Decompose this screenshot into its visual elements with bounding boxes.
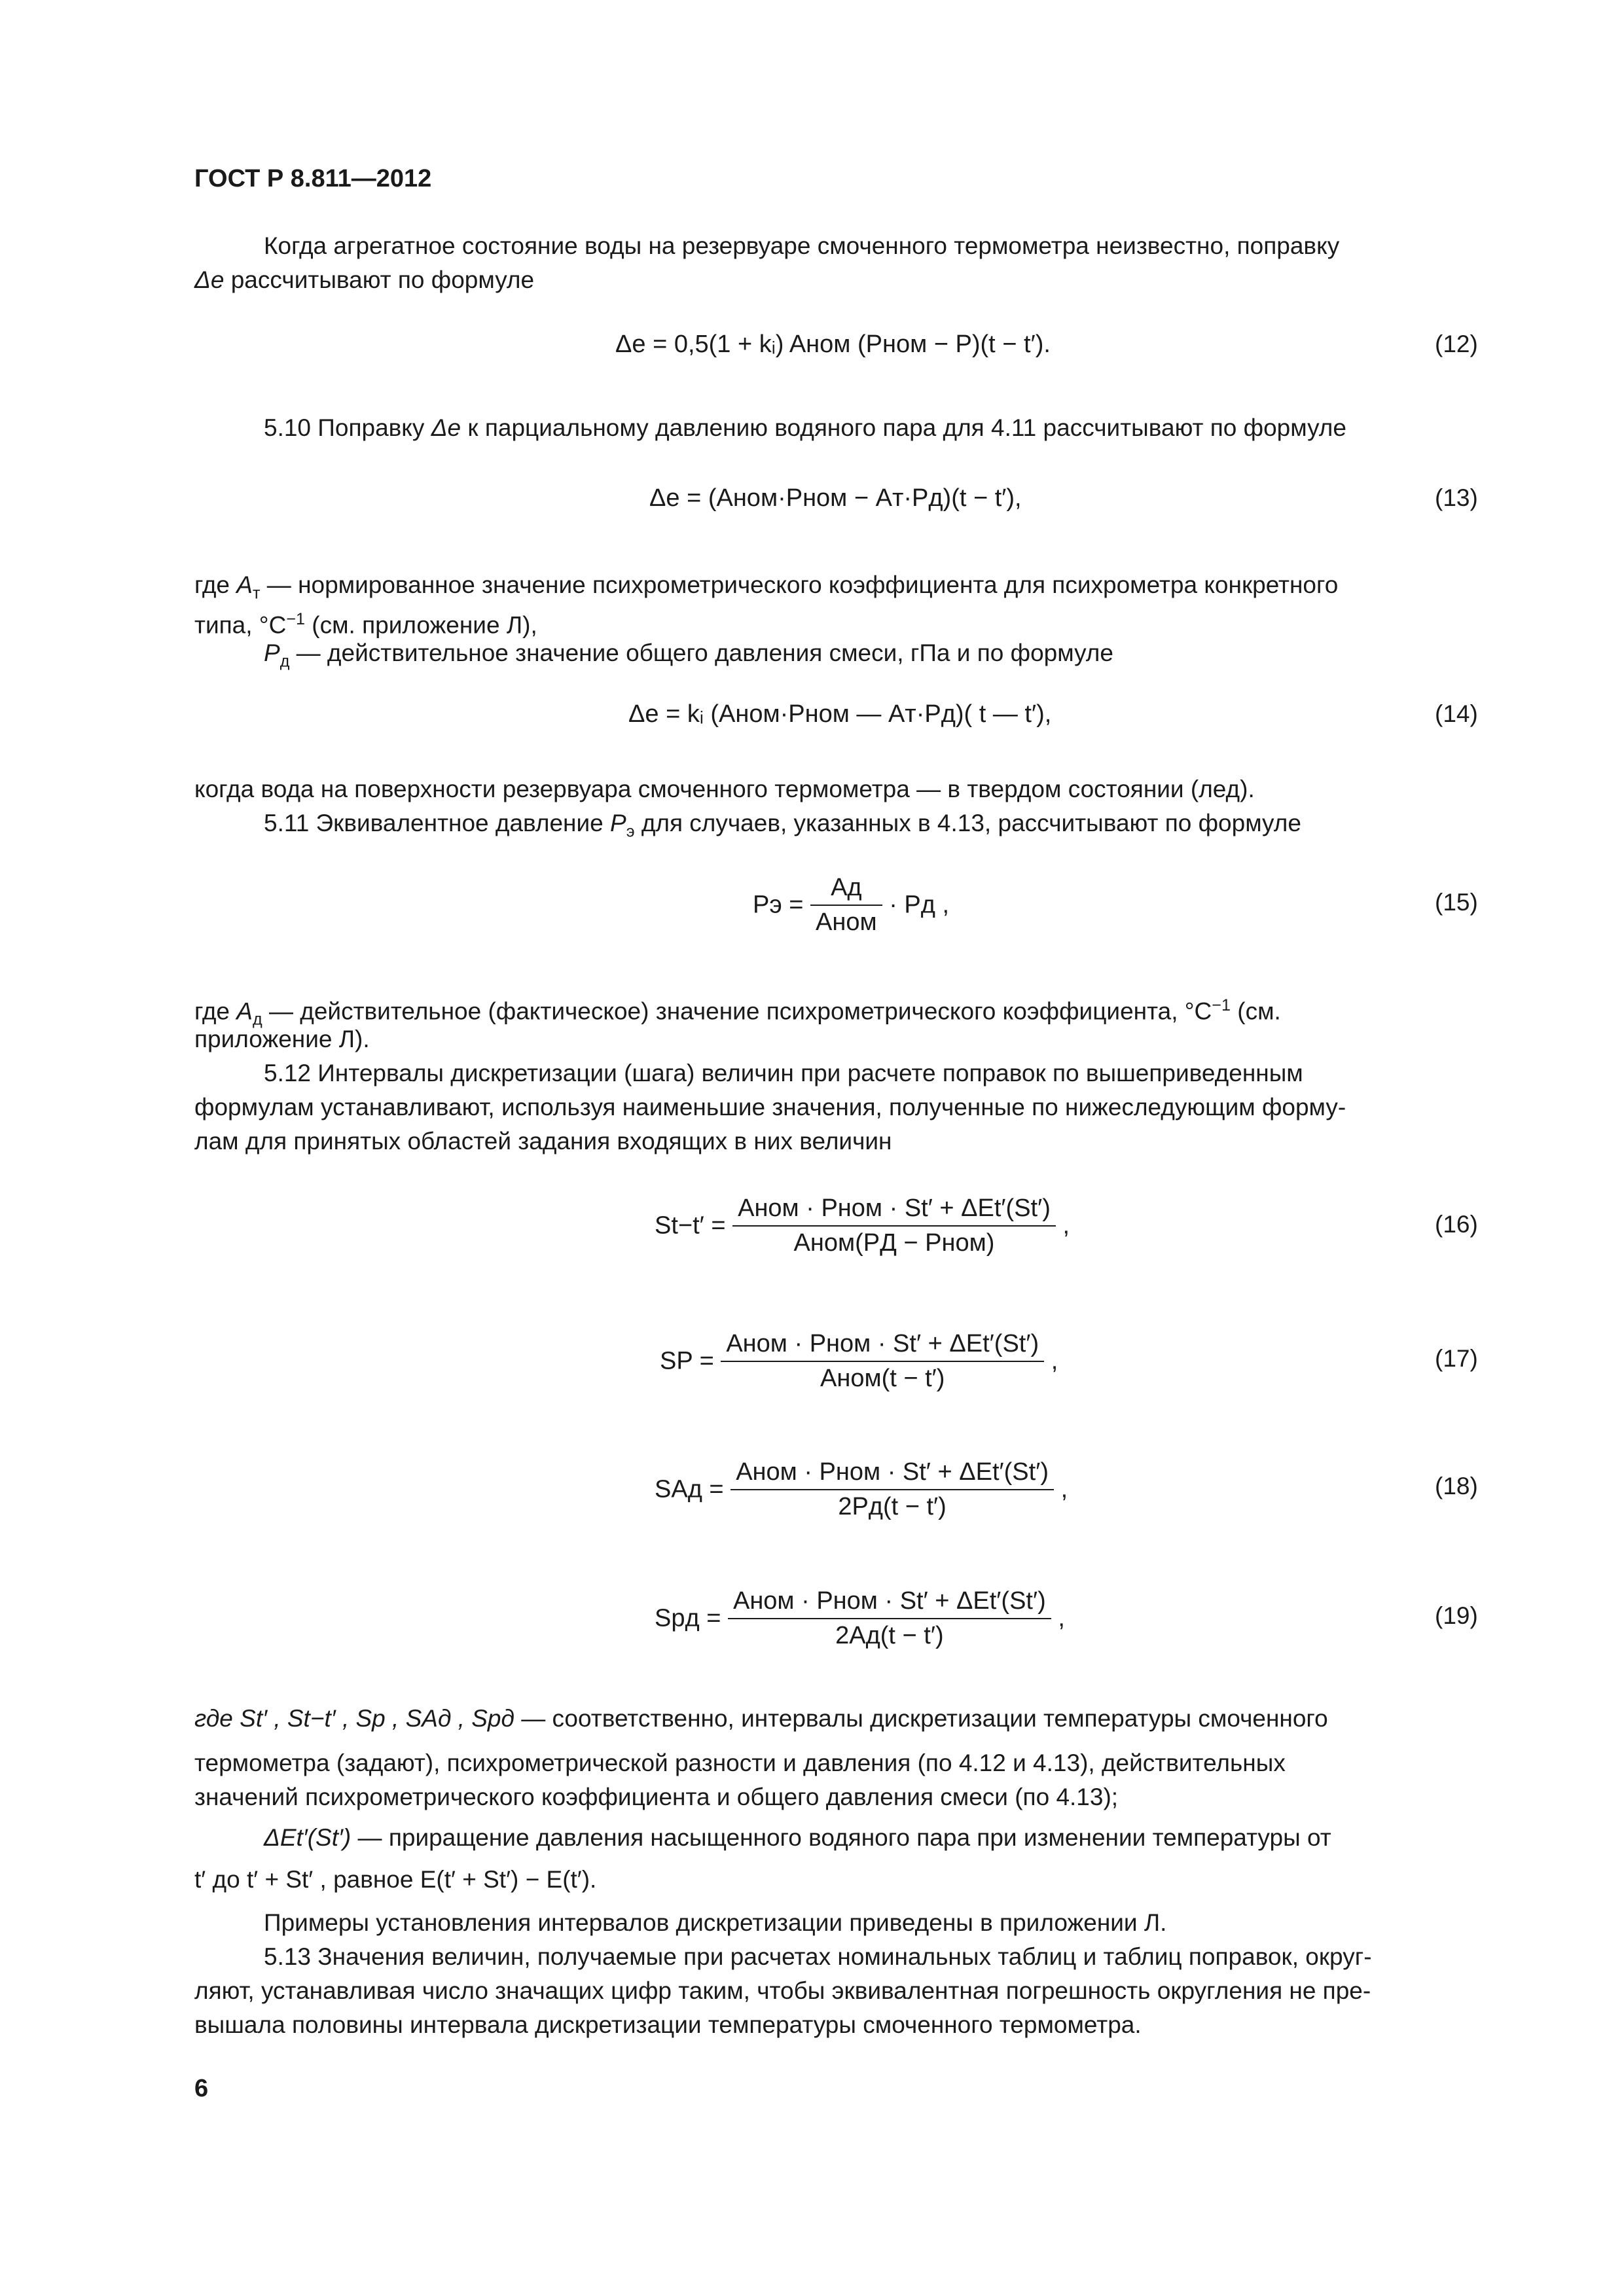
equation-17-denominator: Aном(t − t′) — [820, 1365, 945, 1392]
equation-13-number: (13) — [1435, 484, 1478, 511]
paragraph-12-line-2: ляют, устанавливая число значащих цифр таким, чтобы эквивалентная погрешность округления не пре- — [194, 1977, 1371, 2004]
document-header: ГОСТ Р 8.811—2012 — [194, 165, 432, 192]
paragraph-10-line-2: t′ до t′ + St′ , равное E(t′ + St′) − E(t′). — [194, 1866, 597, 1893]
paragraph-2-text-b: к парциальному давлению водяного пара для 4.11 рассчитывают по формуле — [467, 414, 1346, 441]
equation-13: Δe = (Aном·Pном − Aт·Pд)(t − t′), — [649, 484, 1022, 512]
equation-18-lhs: SAд = — [655, 1475, 724, 1503]
paragraph-1-text: рассчитывают по формуле — [230, 266, 535, 293]
paragraph-1-line-1: Когда агрегатное состояние воды на резервуаре смоченного термометра неизвестно, поправку — [264, 232, 1340, 259]
equation-15-denominator: Aном — [816, 908, 877, 936]
equation-17-tail: , — [1051, 1347, 1058, 1375]
paragraph-10-line-1 — [194, 1821, 1496, 1855]
equation-16 — [655, 1194, 1070, 1257]
equation-19 — [655, 1587, 1065, 1650]
equation-14: Δe = kᵢ (Aном·Pном — Aт·Pд)( t — t′), — [628, 700, 1052, 728]
paragraph-1-line-2 — [194, 263, 1496, 297]
equation-17-lhs: SP = — [660, 1347, 714, 1375]
equation-16-fraction — [732, 1194, 1056, 1257]
paragraph-7-where: где — [194, 997, 230, 1025]
paragraph-3-unit-power: −1 — [286, 610, 305, 628]
paragraph-4 — [194, 636, 1496, 678]
paragraph-8-line-3: лам для принятых областей задания входящих в них величин — [194, 1128, 892, 1155]
equation-18-denominator: 2Pд(t − t′) — [838, 1493, 947, 1520]
equation-15 — [753, 874, 949, 937]
equation-15-lhs: Pэ = — [753, 891, 804, 919]
paragraph-7-ref-open: (см. — [1237, 997, 1281, 1025]
equation-15-number: (15) — [1435, 889, 1478, 916]
equation-16-denominator: Aном(PД − Pном) — [793, 1229, 995, 1257]
equation-16-numerator: Aном · Pном · St′ + ΔEt′(St′) — [732, 1194, 1056, 1227]
paragraph-3-ref: (см. приложение Л), — [312, 611, 537, 639]
symbol-p: P — [264, 639, 280, 666]
equation-18-tail: , — [1060, 1475, 1068, 1503]
equation-14-number: (14) — [1435, 700, 1478, 727]
paragraph-3-unit: типа, °C — [194, 611, 287, 639]
equation-17 — [660, 1330, 1058, 1393]
equation-15-fraction — [810, 874, 882, 937]
paragraph-10-text: — приращение давления насыщенного водяного пара при изменении температуры от — [357, 1824, 1331, 1851]
paragraph-7-unit-power: −1 — [1212, 996, 1231, 1014]
equation-17-number: (17) — [1435, 1345, 1478, 1372]
paragraph-4-text: — действительное значение общего давления смеси, гПа и по формуле — [296, 639, 1113, 666]
paragraph-9-line-1 — [194, 1702, 1496, 1736]
symbol-p-subscript: д — [280, 652, 290, 671]
paragraph-6 — [194, 806, 1496, 848]
paragraph-7-text: — действительное (фактическое) значение психрометрического коэффициента, °C — [268, 997, 1212, 1025]
equation-19-numerator: Aном · Pном · St′ + ΔEt′(St′) — [728, 1587, 1051, 1619]
paragraph-6-text-a: 5.11 Эквивалентное давление — [264, 810, 604, 836]
paragraph-9-line-2: термометра (задают), психрометрической разности и давления (по 4.12 и 4.13), действительных — [194, 1749, 1286, 1776]
paragraph-12-line-1: 5.13 Значения величин, получаемые при расчетах номинальных таблиц и таблиц поправок, округ- — [264, 1943, 1372, 1970]
equation-15-rhs: · Pд , — [889, 891, 950, 919]
equation-18-fraction — [731, 1458, 1054, 1521]
paragraph-6-text-b: для случаев, указанных в 4.13, рассчитывают по формуле — [641, 810, 1301, 836]
symbol-delta-e: Δe — [194, 266, 225, 293]
equation-18-numerator: Aном · Pном · St′ + ΔEt′(St′) — [731, 1458, 1054, 1490]
page-number: 6 — [194, 2075, 209, 2102]
paragraph-8-line-1: 5.12 Интервалы дискретизации (шага) величин при расчете поправок по вышеприведенным — [264, 1060, 1303, 1086]
paragraph-7-line-2: приложение Л). — [194, 1026, 370, 1052]
paragraph-12-line-3: вышала половины интервала дискретизации температуры смоченного термометра. — [194, 2011, 1142, 2038]
paragraph-8-line-2: формулам устанавливают, используя наименьшие значения, полученные по нижеследующим форму- — [194, 1094, 1346, 1121]
paragraph-5: когда вода на поверхности резервуара смоченного термометра — в твердом состоянии (лед). — [194, 776, 1255, 802]
equation-12-number: (12) — [1435, 331, 1478, 357]
paragraph-11: Примеры установления интервалов дискретизации приведены в приложении Л. — [264, 1909, 1167, 1936]
equation-18-number: (18) — [1435, 1473, 1478, 1499]
symbol-a: A — [236, 997, 253, 1025]
symbol-a-subscript: т — [252, 584, 261, 603]
paragraph-3-where: где — [194, 571, 230, 598]
equation-18 — [655, 1458, 1068, 1521]
paragraph-9-text: — соответственно, интервалы дискретизации температуры смоченного — [521, 1705, 1328, 1732]
paragraph-2 — [194, 411, 1496, 445]
symbol-a: A — [236, 571, 253, 598]
equation-16-lhs: St−t′ = — [655, 1211, 726, 1240]
equation-19-lhs: Spд = — [655, 1604, 721, 1632]
equation-19-number: (19) — [1435, 1602, 1478, 1629]
symbol-p: P — [610, 810, 626, 836]
equation-12: Δe = 0,5(1 + kᵢ) Aном (Pном − P)(t − t′). — [615, 331, 1051, 358]
equation-15-numerator: Aд — [810, 874, 882, 906]
paragraph-10-symbol: ΔEt′(St′) — [264, 1824, 352, 1851]
equation-19-denominator: 2Aд(t − t′) — [835, 1622, 944, 1649]
equation-16-tail: , — [1062, 1211, 1070, 1240]
paragraph-2-text-a: 5.10 Поправку — [264, 414, 425, 441]
symbol-delta-e: Δe — [431, 414, 461, 441]
equation-19-tail: , — [1058, 1604, 1065, 1632]
equation-16-number: (16) — [1435, 1211, 1478, 1238]
paragraph-3-text: — нормированное значение психрометрического коэффициента для психрометра конкретного — [266, 571, 1339, 598]
symbol-p-subscript: э — [626, 822, 635, 841]
symbol-a-subscript: д — [252, 1010, 262, 1029]
paragraph-9-symbols: где St′ , St−t′ , Sp , SAд , Spд — [194, 1705, 514, 1732]
equation-17-fraction — [721, 1330, 1044, 1393]
paragraph-9-line-3: значений психрометрического коэффициента и общего давления смеси (по 4.13); — [194, 1784, 1119, 1810]
equation-17-numerator: Aном · Pном · St′ + ΔEt′(St′) — [721, 1330, 1044, 1362]
equation-19-fraction — [728, 1587, 1051, 1650]
